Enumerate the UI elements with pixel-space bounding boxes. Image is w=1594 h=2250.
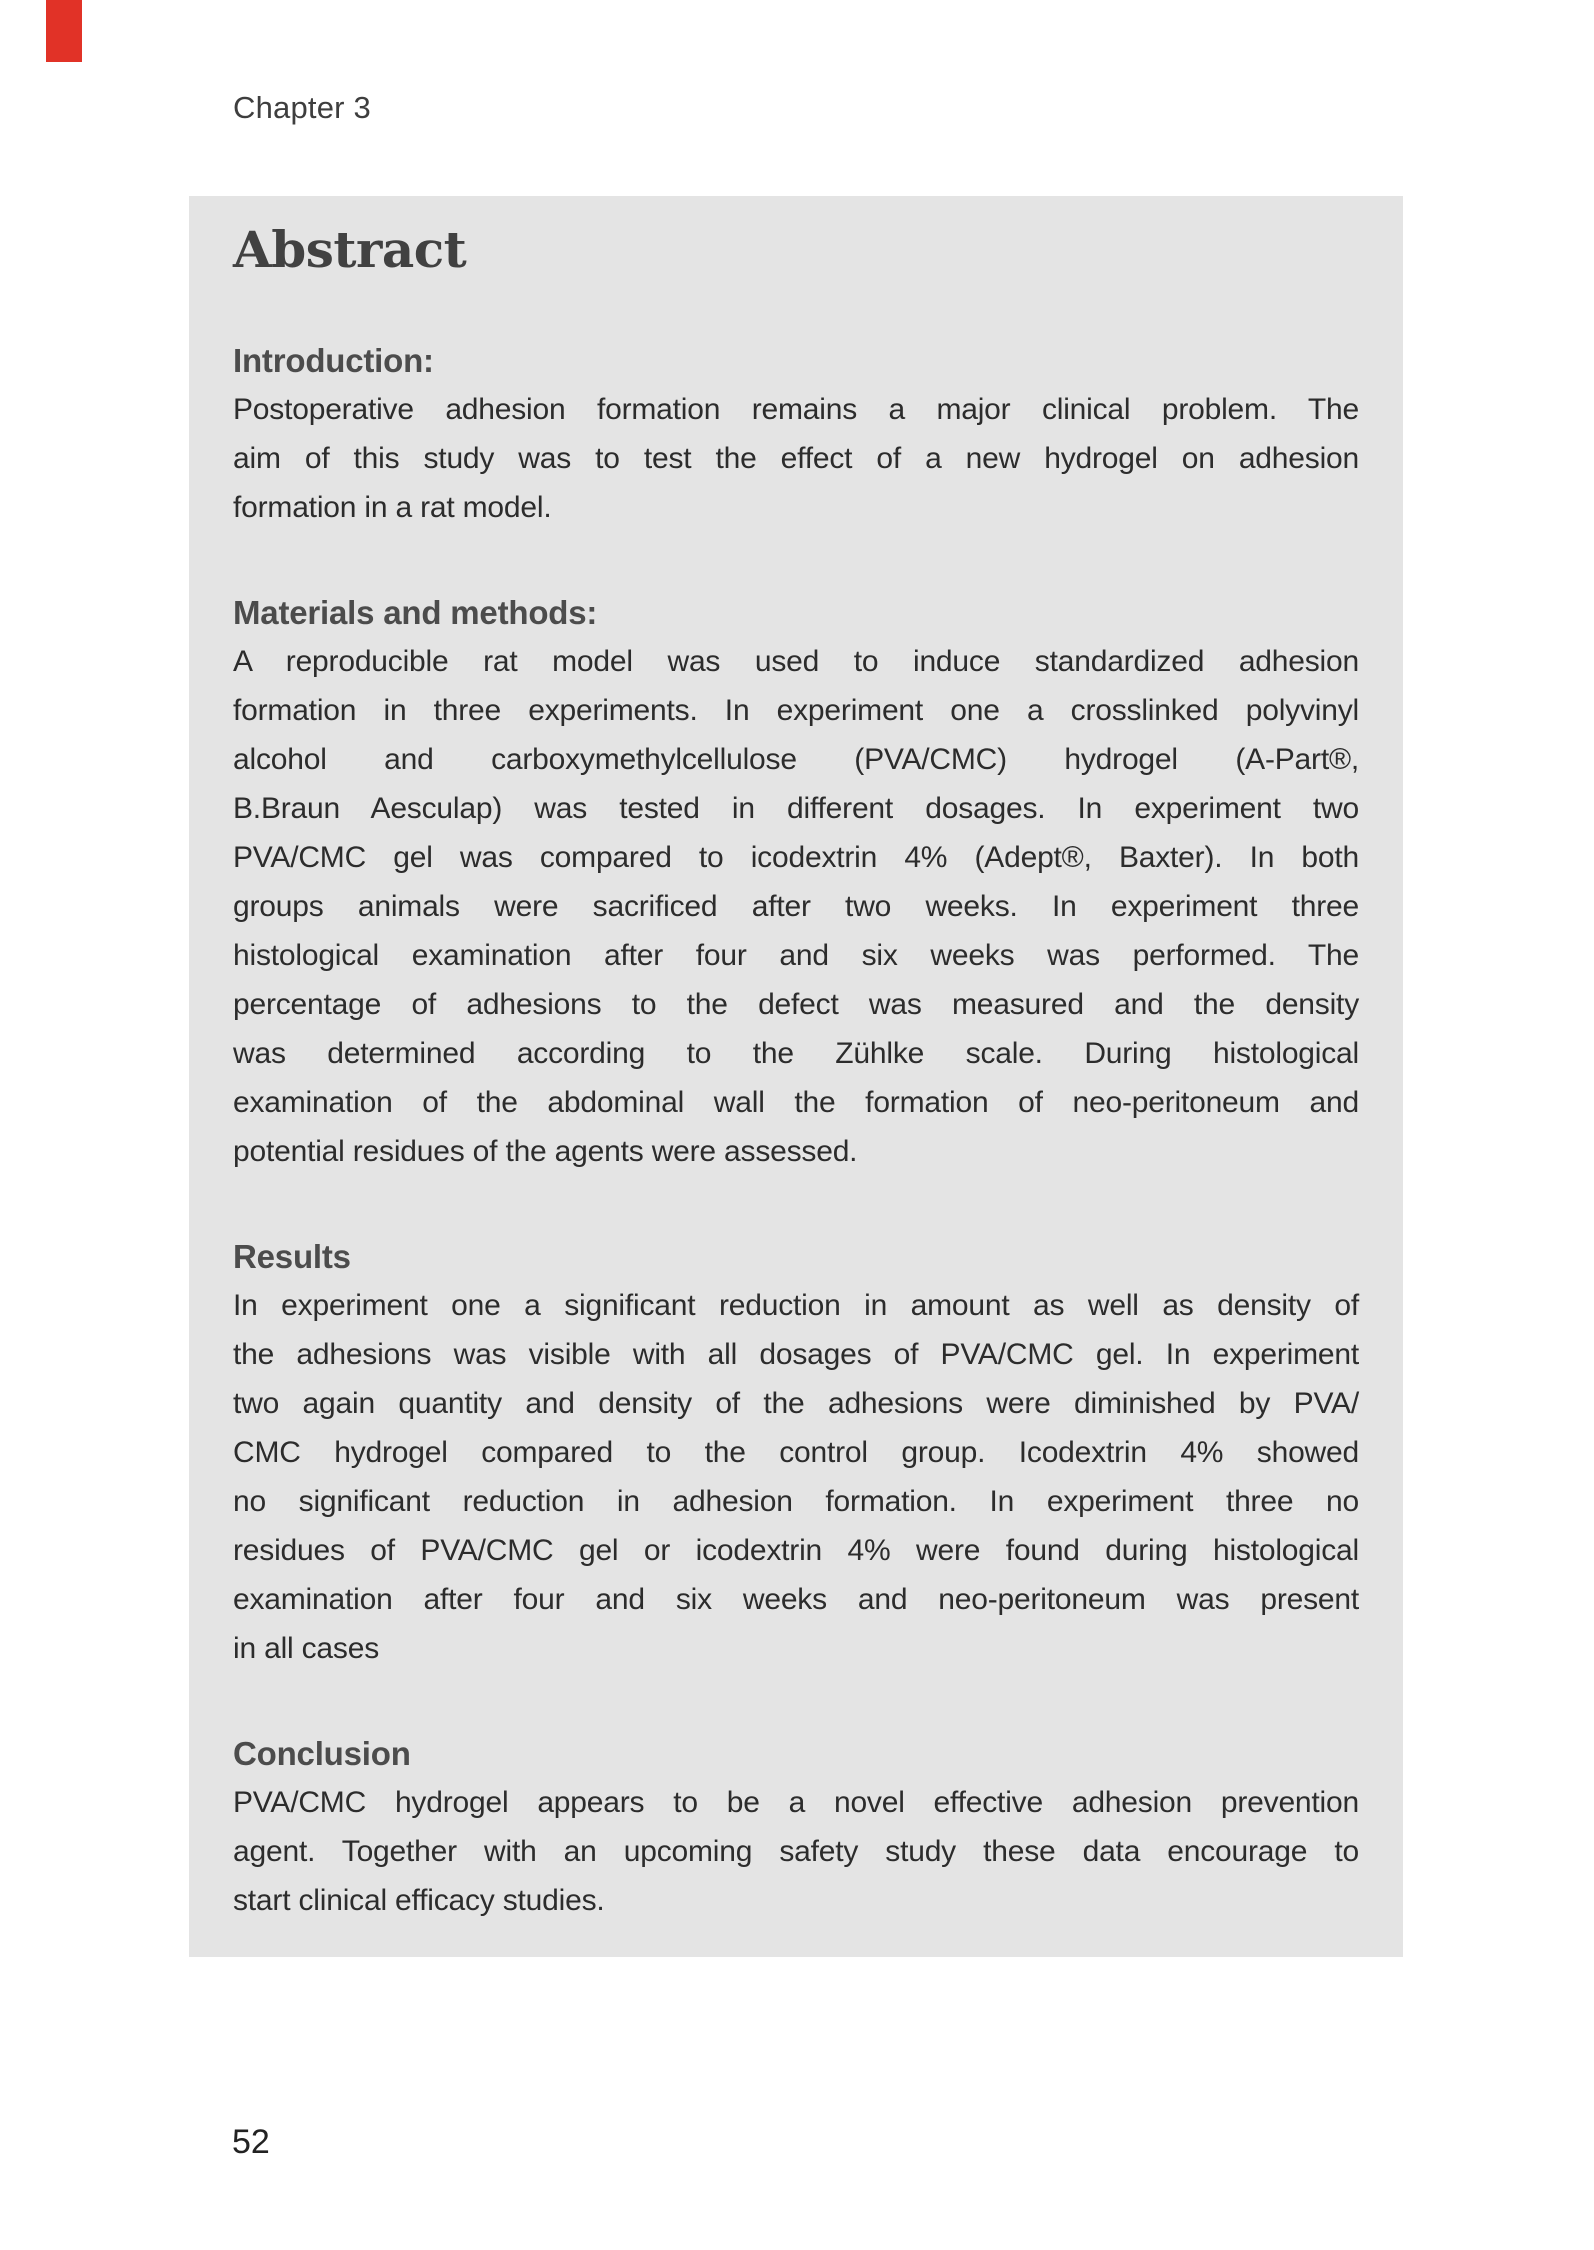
- section-paragraph-introduction: [233, 385, 1359, 532]
- paragraph-line: alcohol and carboxymethylcellulose (PVA/CMC) hydrogel (A-Part®,: [233, 743, 1359, 776]
- paragraph-line: formation in three experiments. In experiment one a crosslinked polyvinyl: [233, 694, 1359, 727]
- chapter-color-tab: [46, 0, 82, 62]
- page-number: 52: [232, 2123, 270, 2161]
- section-introduction: [233, 336, 1359, 532]
- section-heading-introduction: Introduction:: [233, 342, 434, 379]
- paragraph-line: start clinical efficacy studies.: [233, 1884, 605, 1917]
- section-results: [233, 1232, 1359, 1673]
- paragraph-line: formation in a rat model.: [233, 491, 552, 524]
- paragraph-line: two again quantity and density of the adhesions were diminished by PVA/: [233, 1387, 1359, 1420]
- paragraph-line: was determined according to the Zühlke scale. During histological: [233, 1037, 1359, 1070]
- section-paragraph-conclusion: [233, 1778, 1359, 1925]
- abstract-box: [189, 196, 1403, 1957]
- section-paragraph-results: [233, 1281, 1359, 1673]
- paragraph-line: in all cases: [233, 1632, 380, 1665]
- section-paragraph-materials-and-methods: [233, 637, 1359, 1176]
- paragraph-line: aim of this study was to test the effect of a new hydrogel on adhesion: [233, 442, 1359, 475]
- paragraph-line: CMC hydrogel compared to the control group. Icodextrin 4% showed: [233, 1436, 1359, 1469]
- section-conclusion: [233, 1729, 1359, 1925]
- section-heading-conclusion: Conclusion: [233, 1735, 411, 1772]
- paragraph-line: examination of the abdominal wall the formation of neo-peritoneum and: [233, 1086, 1359, 1119]
- paragraph-line: PVA/CMC gel was compared to icodextrin 4% (Adept®, Baxter). In both: [233, 841, 1359, 874]
- paragraph-line: no significant reduction in adhesion formation. In experiment three no: [233, 1485, 1359, 1518]
- paragraph-line: B.Braun Aesculap) was tested in different dosages. In experiment two: [233, 792, 1359, 825]
- paragraph-line: agent. Together with an upcoming safety study these data encourage to: [233, 1835, 1359, 1868]
- paragraph-line: PVA/CMC hydrogel appears to be a novel effective adhesion prevention: [233, 1786, 1359, 1819]
- paragraph-line: In experiment one a significant reduction in amount as well as density of: [233, 1289, 1359, 1322]
- chapter-label: Chapter 3: [233, 90, 371, 125]
- paragraph-line: histological examination after four and six weeks was performed. The: [233, 939, 1359, 972]
- section-materials-and-methods: [233, 588, 1359, 1176]
- paragraph-line: percentage of adhesions to the defect was measured and the density: [233, 988, 1359, 1021]
- abstract-title: Abstract: [233, 220, 467, 279]
- section-heading-materials-and-methods: Materials and methods:: [233, 594, 598, 631]
- paragraph-line: potential residues of the agents were assessed.: [233, 1135, 858, 1168]
- paragraph-line: examination after four and six weeks and neo-peritoneum was present: [233, 1583, 1359, 1616]
- paragraph-line: the adhesions was visible with all dosages of PVA/CMC gel. In experiment: [233, 1338, 1359, 1371]
- paragraph-line: groups animals were sacrificed after two weeks. In experiment three: [233, 890, 1359, 923]
- section-heading-results: Results: [233, 1238, 351, 1275]
- paragraph-line: Postoperative adhesion formation remains a major clinical problem. The: [233, 393, 1359, 426]
- paragraph-line: residues of PVA/CMC gel or icodextrin 4% were found during histological: [233, 1534, 1359, 1567]
- paragraph-line: A reproducible rat model was used to induce standardized adhesion: [233, 645, 1359, 678]
